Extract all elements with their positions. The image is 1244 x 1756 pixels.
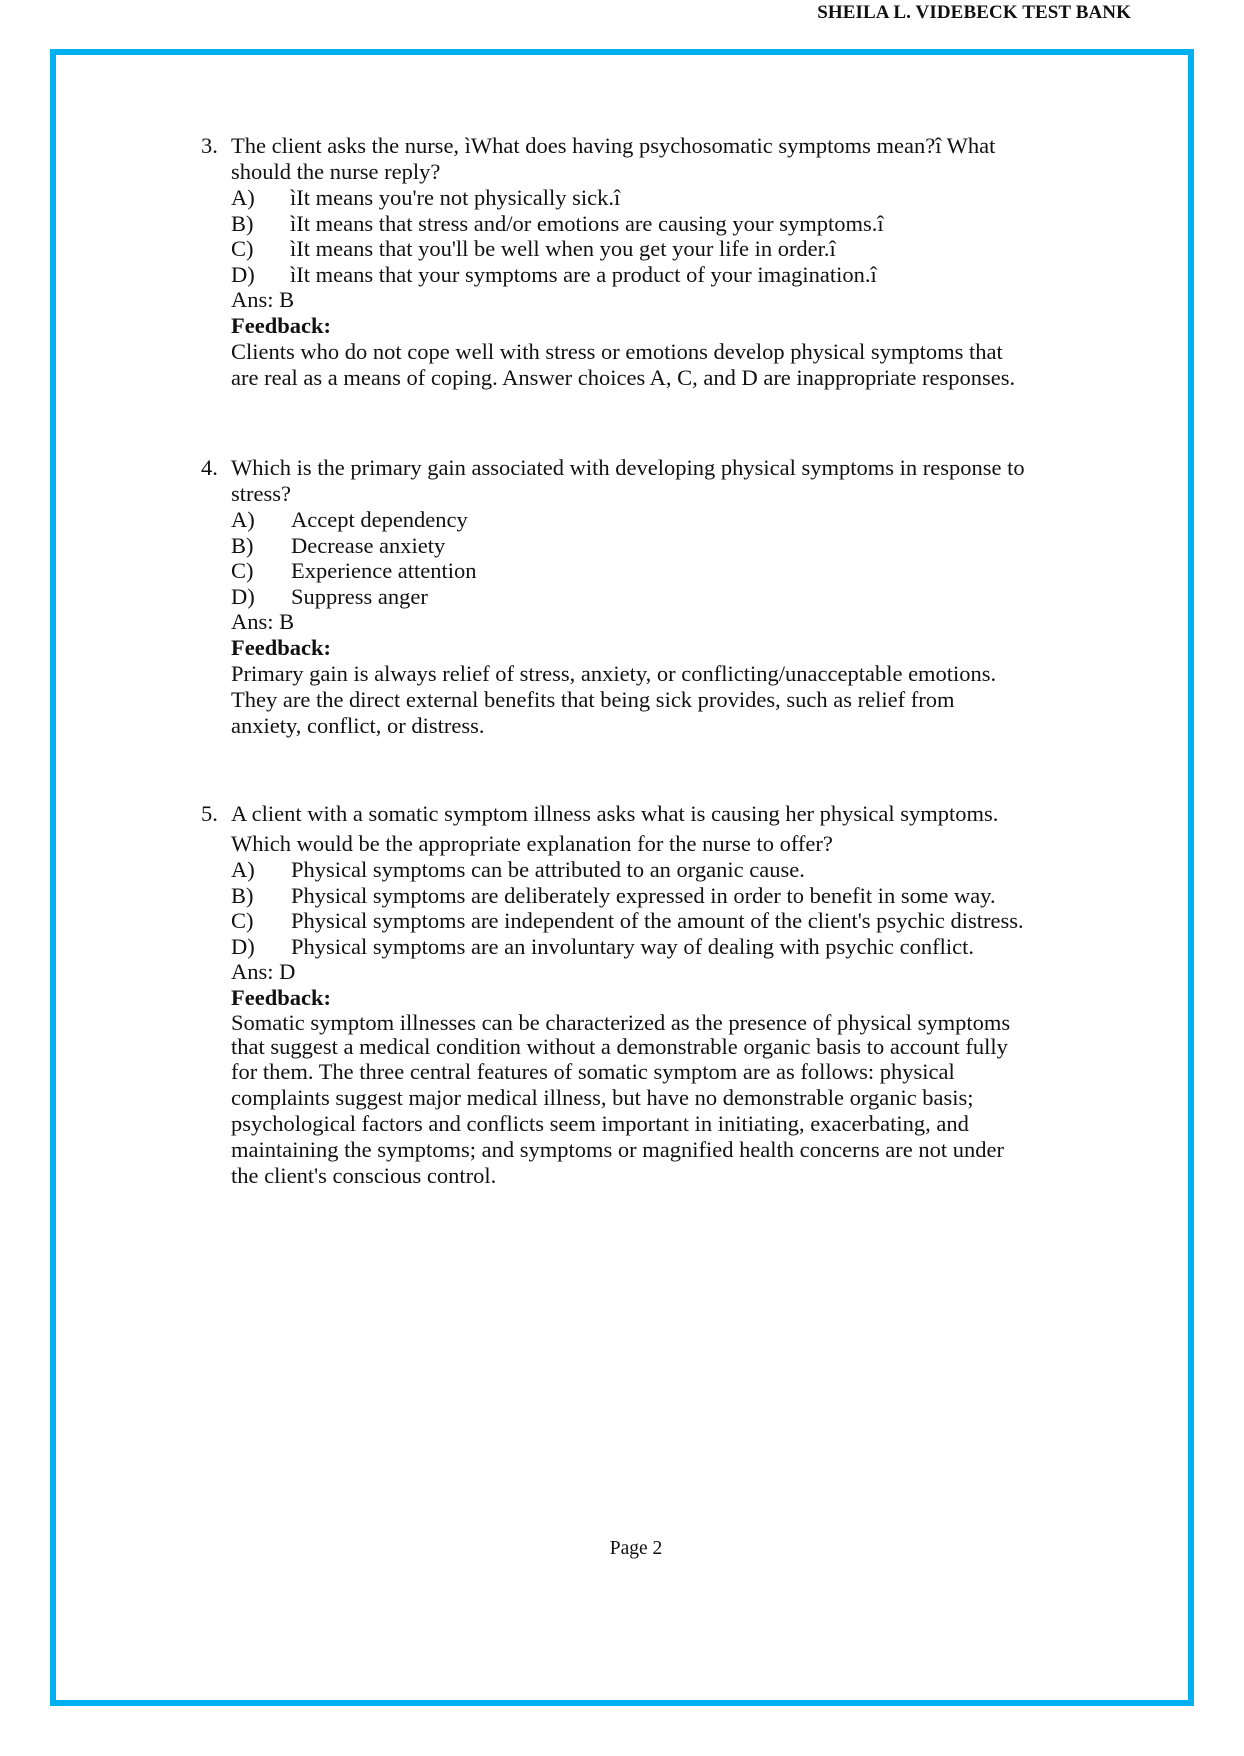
- option-letter: D): [231, 261, 255, 287]
- answer-option-c: [201, 908, 1131, 934]
- feedback-line: They are the direct external benefits that being sick provides, such as relief from: [231, 687, 955, 712]
- question-stem-line: [201, 481, 1131, 507]
- option-text: Physical symptoms can be attributed to an organic cause.: [291, 857, 805, 882]
- option-text: Accept dependency: [291, 507, 468, 532]
- feedback-line: the client's conscious control.: [231, 1163, 497, 1188]
- question-text: The client asks the nurse, ìWhat does having psychosomatic symptoms mean?î What: [231, 133, 996, 158]
- option-text: Suppress anger: [291, 583, 428, 609]
- feedback-line: Primary gain is always relief of stress, anxiety, or conflicting/unacceptable emotions.: [231, 661, 997, 686]
- answer-option-a: [201, 507, 1131, 533]
- question-stem-line: [201, 159, 1131, 185]
- option-letter: A): [231, 507, 255, 532]
- option-text: Physical symptoms are an involuntary way of dealing with psychic conflict.: [291, 933, 974, 959]
- answer-option-b: [201, 211, 1131, 237]
- option-text: ìIt means that your symptoms are a product of your imagination.î: [290, 261, 877, 287]
- answer-option-a: [201, 857, 1131, 883]
- feedback-label: Feedback:: [231, 635, 331, 660]
- feedback-text: [201, 1011, 1131, 1189]
- answer-option-a: [201, 185, 1131, 211]
- answer-option-d: [201, 934, 1131, 960]
- feedback-line: maintaining the symptoms; and symptoms or magnified health concerns are not under: [231, 1137, 1004, 1162]
- option-text: ìIt means that stress and/or emotions are causing your symptoms.î: [290, 210, 884, 236]
- option-text: Experience attention: [291, 558, 477, 583]
- option-letter: B): [231, 532, 254, 558]
- question-text: Which would be the appropriate explanation for the nurse to offer?: [231, 831, 833, 856]
- feedback-line: for them. The three central features of somatic symptom are as follows: physical: [231, 1059, 955, 1084]
- answer-option-b: [201, 533, 1131, 559]
- feedback-line: anxiety, conflict, or distress.: [231, 713, 485, 738]
- option-letter: C): [231, 236, 254, 261]
- question-4: [201, 455, 1131, 739]
- question-number: 5.: [201, 801, 218, 826]
- option-text: ìIt means you're not physically sick.î: [290, 185, 621, 210]
- question-text: Which is the primary gain associated with developing physical symptoms in response to: [231, 455, 1025, 480]
- feedback-line: that suggest a medical condition without a demonstrable organic basis to account fully: [231, 1034, 1008, 1059]
- question-text: should the nurse reply?: [231, 159, 441, 184]
- running-header: SHEILA L. VIDEBECK TEST BANK: [817, 2, 1131, 23]
- option-letter: B): [231, 210, 254, 236]
- question-text: A client with a somatic symptom illness asks what is causing her physical symptoms.: [231, 801, 999, 826]
- answer-option-b: [201, 883, 1131, 909]
- answer-option-c: [201, 236, 1131, 262]
- question-stem-line: [201, 455, 1131, 481]
- answer-key: Ans: B: [231, 609, 295, 634]
- answer-option-d: [201, 584, 1131, 610]
- question-3: [201, 133, 1131, 391]
- option-letter: A): [231, 185, 255, 210]
- option-text: ìIt means that you'll be well when you get your life in order.î: [290, 236, 836, 261]
- question-5: [201, 801, 1131, 1189]
- feedback-line: Clients who do not cope well with stress or emotions develop physical symptoms that: [231, 339, 1003, 364]
- question-number: 4.: [201, 455, 218, 480]
- option-letter: D): [231, 933, 255, 959]
- feedback-line: psychological factors and conflicts seem important in initiating, exacerbating, and: [231, 1111, 969, 1136]
- answer-key: Ans: D: [231, 959, 296, 984]
- feedback-line: Somatic symptom illnesses can be characterized as the presence of physical symptoms: [231, 1010, 1011, 1035]
- feedback-text: [201, 661, 1131, 739]
- answer-option-d: [201, 262, 1131, 288]
- feedback-label: Feedback:: [231, 313, 331, 338]
- question-text: stress?: [231, 481, 291, 506]
- answer-key: Ans: B: [231, 287, 295, 312]
- question-stem-line: [201, 801, 1131, 831]
- option-letter: D): [231, 583, 255, 609]
- feedback-label: Feedback:: [231, 985, 331, 1010]
- option-letter: C): [231, 558, 254, 583]
- option-text: Decrease anxiety: [291, 532, 446, 558]
- feedback-line: are real as a means of coping. Answer choices A, C, and D are inappropriate responses.: [231, 365, 1016, 390]
- option-letter: B): [231, 882, 254, 908]
- question-stem-line: [201, 831, 1131, 857]
- feedback-text: [201, 339, 1131, 391]
- question-number: 3.: [201, 133, 218, 158]
- answer-option-c: [201, 558, 1131, 584]
- option-letter: A): [231, 857, 255, 882]
- option-text: Physical symptoms are independent of the amount of the client's psychic distress.: [291, 908, 1024, 933]
- option-letter: C): [231, 908, 254, 933]
- question-stem-line: [201, 133, 1131, 159]
- feedback-line: complaints suggest major medical illness, but have no demonstrable organic basis;: [231, 1085, 974, 1110]
- page-number: Page 2: [609, 1538, 663, 1559]
- option-text: Physical symptoms are deliberately expressed in order to benefit in some way.: [291, 882, 996, 908]
